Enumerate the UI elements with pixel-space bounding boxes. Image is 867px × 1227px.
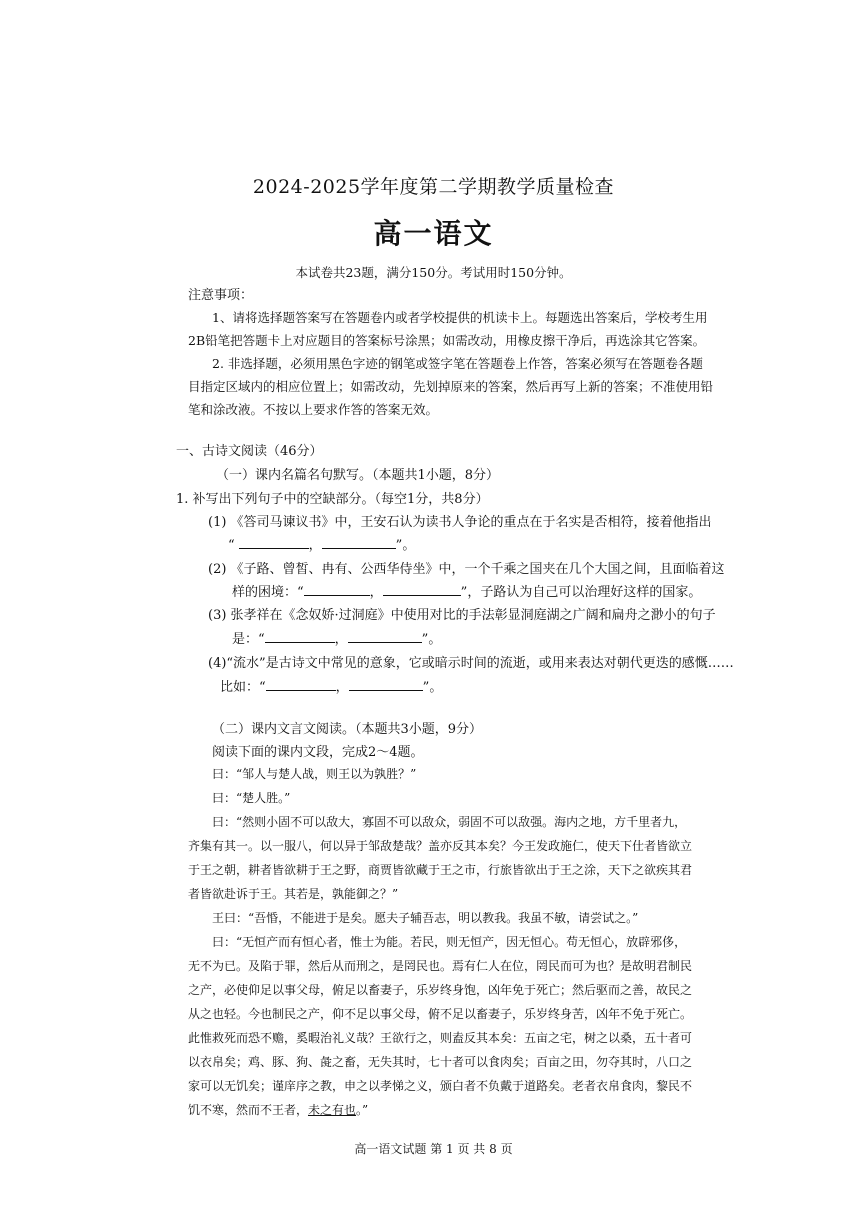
answer-blank[interactable]	[266, 678, 336, 691]
notes-line: 1、请将选择题答案写在答题卷内或者学校提供的机读卡上。每题选出答案后，学校考生用	[212, 310, 708, 325]
answer-blank[interactable]	[348, 630, 422, 643]
passage-instruction: 阅读下面的课内文段，完成2～4题。	[212, 745, 424, 760]
exam-summary: 本试卷共23题，满分150分。考试用时150分钟。	[295, 265, 572, 280]
answer-line: 是：“ ， ”。	[232, 632, 442, 647]
passage-line: 于王之朝，耕者皆欲耕于王之野，商贾皆欲藏于王之市，行旅皆欲出于王之涂，天下之欲疾其君	[188, 863, 693, 877]
passage-line: 曰：“然则小固不可以敌大，寡固不可以敌众，弱固不可以敌强。海内之地，方千里者九，	[212, 815, 687, 829]
passage-line: 曰：“无恒产而有恒心者，惟士为能。若民，则无恒产，因无恒心。苟无恒心，放辟邪侈，	[212, 935, 687, 949]
passage-line: 王曰：“吾惛，不能进于是矣。愿夫子辅吾志，明以教我。我虽不敏，请尝试之。”	[212, 911, 639, 925]
answer-blank[interactable]	[304, 583, 370, 596]
question-item: (1) 《答司马谏议书》中，王安石认为读书人争论的重点在于名实是否相符，接着他指出	[208, 515, 712, 530]
passage-line: 从之也轻。今也制民之产，仰不足以事父母，俯不足以畜妻子，乐岁终身苦，凶年不免于死亡。	[188, 1007, 693, 1021]
underlined-phrase: 未之有也	[308, 1103, 357, 1117]
part-heading: （一）课内名篇名句默写。（本题共1小题，8分）	[216, 468, 500, 483]
subject-title: 高一语文	[373, 217, 494, 250]
passage-line: 曰：“楚人胜。”	[212, 791, 291, 805]
question-item: (2) 《子路、曾皙、冉有、公西华侍坐》中，一个千乘之国夹在几个大国之间，且面临着这	[208, 562, 725, 577]
notes-line: 2. 非选择题，必须用黑色字迹的钢笔或签字笔在答题卷上作答，答案必须写在答题卷各题	[212, 356, 703, 371]
notes-line: 笔和涂改液。不按以上要求作答的答案无效。	[188, 402, 439, 417]
passage-line: 家可以无饥矣；谨庠序之教，申之以孝悌之义，颁白者不负戴于道路矣。老者衣帛食肉，黎民不	[188, 1079, 693, 1093]
passage-line: 者皆欲赴诉于王。其若是，孰能御之？”	[188, 887, 399, 901]
question-item: (4)“流水”是古诗文中常见的意象，它或暗示时间的流逝，或用来表达对朝代更迭的感慨……	[208, 656, 734, 671]
page-footer: 高一语文试题 第 1 页 共 8 页	[354, 1142, 513, 1156]
question-item: (3) 张孝祥在《念奴娇·过洞庭》中使用对比的手法彰显洞庭湖之广阔和扁舟之渺小的句子	[208, 608, 716, 623]
passage-line: 曰：“邹人与楚人战，则王以为孰胜？”	[212, 767, 417, 781]
answer-blank[interactable]	[383, 583, 461, 596]
answer-blank[interactable]	[349, 678, 423, 691]
question-stem: 1. 补写出下列句子中的空缺部分。（每空1分，共8分）	[176, 492, 489, 507]
notes-heading: 注意事项：	[188, 288, 254, 303]
answer-line: “ ， ”。	[228, 538, 416, 553]
notes-line: 2B铅笔把答题卡上对应题目的答案标号涂黑；如需改动，用橡皮擦干净后，再选涂其它答案。	[188, 333, 706, 348]
answer-line: 比如：“ ， ”。	[220, 680, 443, 695]
passage-line: 此惟救死而恐不赡，奚暇治礼义哉？王欲行之，则盍反其本矣：五亩之宅，树之以桑，五十者可	[188, 1031, 693, 1045]
passage-line: 以衣帛矣；鸡、豚、狗、彘之畜，无失其时，七十者可以食肉矣；百亩之田，勿夺其时，八口之	[188, 1055, 693, 1069]
passage-line: 无不为已。及陷于罪，然后从而刑之，是罔民也。焉有仁人在位，罔民而可为也？是故明君制民	[188, 959, 693, 973]
section-heading: 一、古诗文阅读（46分）	[176, 444, 323, 459]
part-heading: （二）课内文言文阅读。（本题共3小题，9分）	[212, 722, 483, 737]
answer-blank[interactable]	[265, 630, 335, 643]
passage-line: 之产，必使仰足以事父母，俯足以畜妻子，乐岁终身饱，凶年免于死亡；然后驱而之善，故民之	[188, 983, 693, 997]
passage-line-last: 饥不寒，然而不王者，未之有也。”	[188, 1103, 369, 1117]
answer-blank[interactable]	[239, 536, 309, 549]
answer-line: 样的困境：“ ， ”，子路认为自己可以治理好这样的国家。	[232, 585, 702, 600]
exam-title: 2024-2025学年度第二学期教学质量检查	[252, 176, 615, 198]
answer-blank[interactable]	[322, 536, 396, 549]
notes-line: 目指定区域内的相应位置上；如需改动，先划掉原来的答案，然后再写上新的答案；不准使用铅	[188, 379, 714, 394]
passage-line: 齐集有其一。以一服八，何以异于邹敌楚哉？盖亦反其本矣？今王发政施仁，使天下仕者皆欲立	[188, 839, 693, 853]
